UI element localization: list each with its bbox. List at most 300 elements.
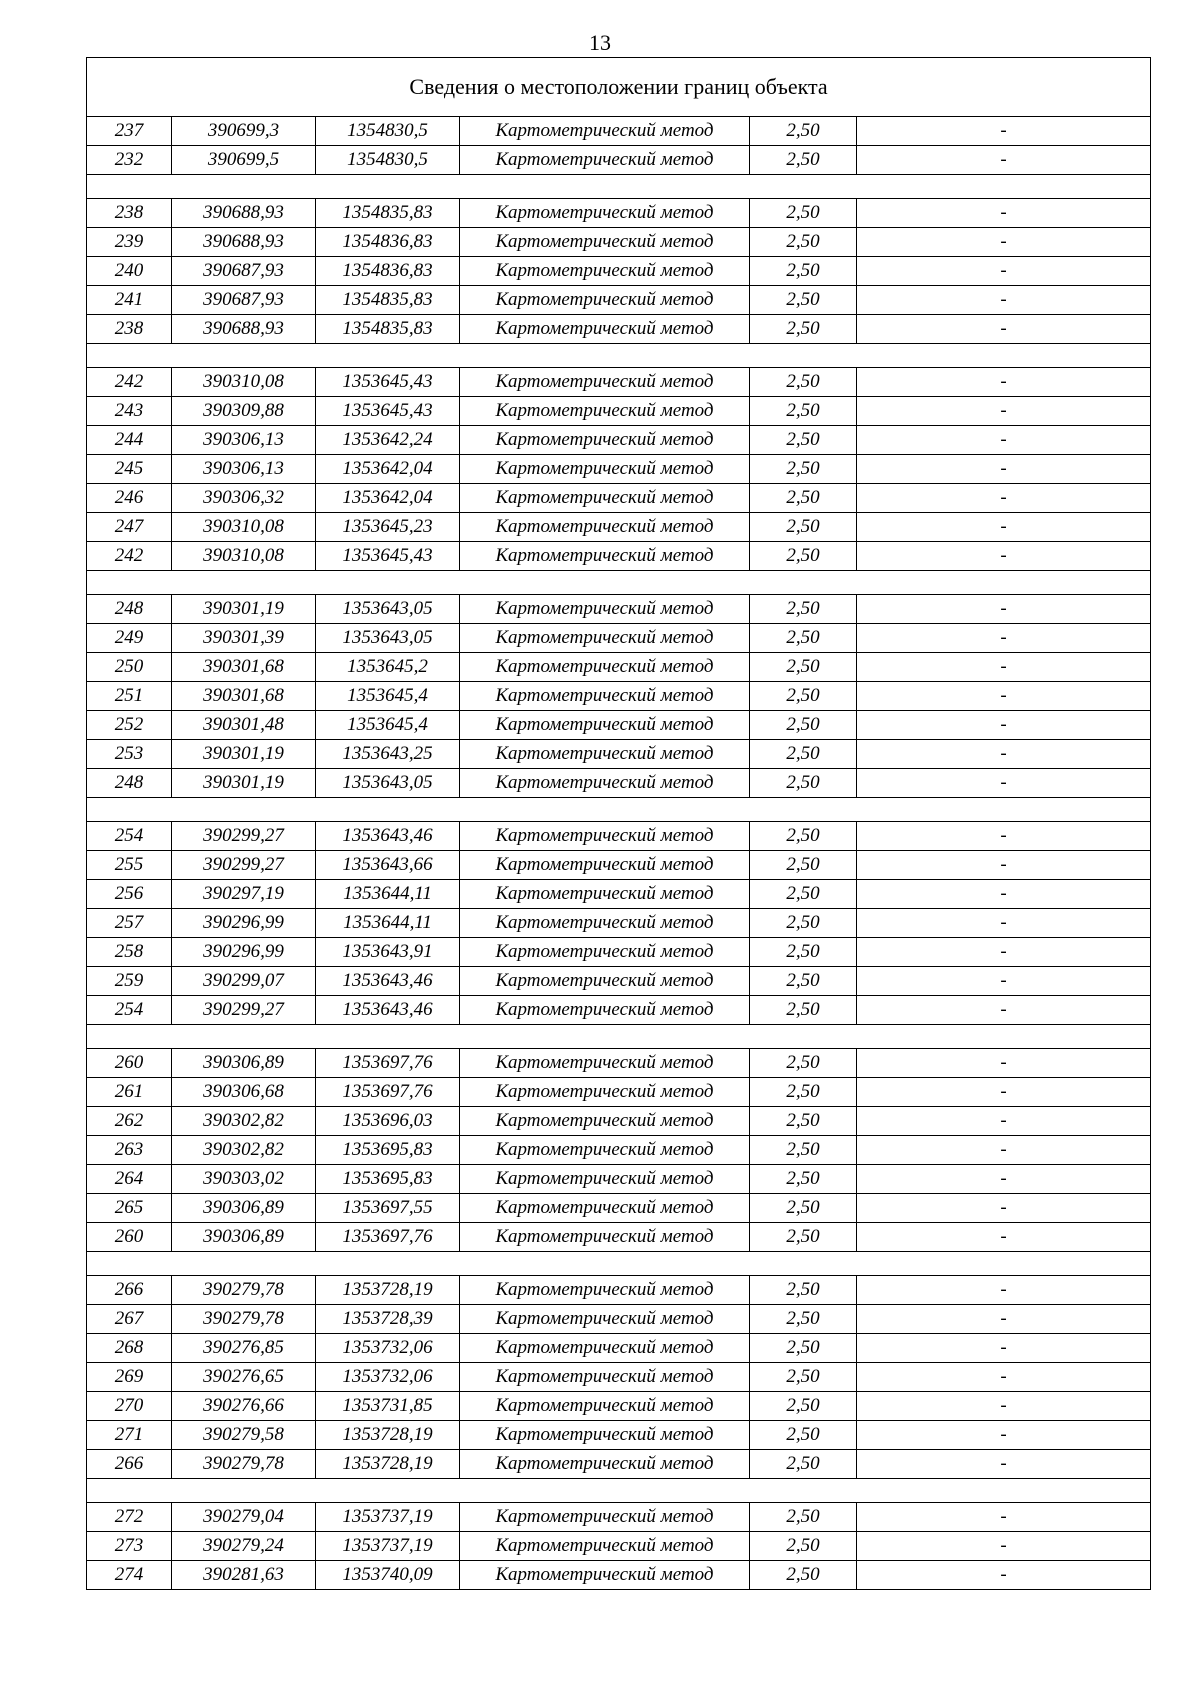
cell-description: - — [857, 315, 1151, 344]
cell-method: Картометрический метод — [460, 228, 750, 257]
cell-description: - — [857, 1165, 1151, 1194]
table-row — [87, 1392, 1151, 1421]
cell-coord-x: 390306,68 — [172, 1078, 316, 1107]
cell-coord-x: 390296,99 — [172, 909, 316, 938]
cell-coord-y: 1353645,4 — [316, 711, 460, 740]
cell-method: Картометрический метод — [460, 851, 750, 880]
cell-coord-x: 390301,48 — [172, 711, 316, 740]
table-row — [87, 1194, 1151, 1223]
table-row — [87, 1165, 1151, 1194]
cell-method: Картометрический метод — [460, 1107, 750, 1136]
table-row — [87, 909, 1151, 938]
table-row — [87, 455, 1151, 484]
cell-coord-x: 390302,82 — [172, 1136, 316, 1165]
cell-coord-y: 1353737,19 — [316, 1532, 460, 1561]
cell-method: Картометрический метод — [460, 880, 750, 909]
cell-method: Картометрический метод — [460, 426, 750, 455]
cell-description: - — [857, 769, 1151, 798]
cell-coord-x: 390299,27 — [172, 822, 316, 851]
cell-method: Картометрический метод — [460, 513, 750, 542]
cell-point-number: 237 — [87, 117, 172, 146]
cell-coord-x: 390699,5 — [172, 146, 316, 175]
cell-description: - — [857, 513, 1151, 542]
cell-point-number: 251 — [87, 682, 172, 711]
group-separator-cell — [87, 571, 1151, 595]
table-row — [87, 1532, 1151, 1561]
cell-method: Картометрический метод — [460, 368, 750, 397]
cell-point-number: 240 — [87, 257, 172, 286]
cell-coord-x: 390688,93 — [172, 315, 316, 344]
table-row — [87, 513, 1151, 542]
cell-description: - — [857, 653, 1151, 682]
cell-accuracy: 2,50 — [750, 1305, 857, 1334]
cell-description: - — [857, 426, 1151, 455]
table-row — [87, 711, 1151, 740]
table-row — [87, 146, 1151, 175]
cell-coord-x: 390276,65 — [172, 1363, 316, 1392]
table-row — [87, 1107, 1151, 1136]
cell-accuracy: 2,50 — [750, 1078, 857, 1107]
cell-point-number: 245 — [87, 455, 172, 484]
cell-coord-y: 1353645,43 — [316, 397, 460, 426]
cell-description: - — [857, 822, 1151, 851]
cell-coord-y: 1353695,83 — [316, 1165, 460, 1194]
cell-coord-x: 390306,13 — [172, 426, 316, 455]
table-row — [87, 1503, 1151, 1532]
cell-method: Картометрический метод — [460, 1421, 750, 1450]
cell-method: Картометрический метод — [460, 1136, 750, 1165]
table-row — [87, 1450, 1151, 1479]
table-title: Сведения о местоположении границ объекта — [87, 58, 1151, 117]
cell-coord-x: 390306,13 — [172, 455, 316, 484]
cell-point-number: 252 — [87, 711, 172, 740]
cell-point-number: 232 — [87, 146, 172, 175]
cell-coord-x: 390296,99 — [172, 938, 316, 967]
cell-method: Картометрический метод — [460, 1194, 750, 1223]
cell-coord-y: 1353645,43 — [316, 542, 460, 571]
cell-coord-x: 390281,63 — [172, 1561, 316, 1590]
cell-description: - — [857, 368, 1151, 397]
cell-coord-y: 1353696,03 — [316, 1107, 460, 1136]
cell-point-number: 269 — [87, 1363, 172, 1392]
cell-description: - — [857, 257, 1151, 286]
cell-accuracy: 2,50 — [750, 315, 857, 344]
cell-coord-y: 1354836,83 — [316, 228, 460, 257]
cell-description: - — [857, 1421, 1151, 1450]
cell-description: - — [857, 1561, 1151, 1590]
cell-method: Картометрический метод — [460, 146, 750, 175]
cell-description: - — [857, 117, 1151, 146]
table-row — [87, 595, 1151, 624]
table-row — [87, 368, 1151, 397]
cell-accuracy: 2,50 — [750, 1136, 857, 1165]
cell-point-number: 261 — [87, 1078, 172, 1107]
cell-coord-x: 390309,88 — [172, 397, 316, 426]
cell-accuracy: 2,50 — [750, 996, 857, 1025]
cell-description: - — [857, 146, 1151, 175]
cell-coord-x: 390279,78 — [172, 1305, 316, 1334]
cell-coord-y: 1353728,19 — [316, 1421, 460, 1450]
cell-method: Картометрический метод — [460, 1305, 750, 1334]
cell-coord-x: 390687,93 — [172, 286, 316, 315]
cell-point-number: 268 — [87, 1334, 172, 1363]
cell-coord-y: 1353728,19 — [316, 1450, 460, 1479]
cell-coord-x: 390297,19 — [172, 880, 316, 909]
cell-method: Картометрический метод — [460, 542, 750, 571]
cell-description: - — [857, 199, 1151, 228]
cell-point-number: 270 — [87, 1392, 172, 1421]
group-separator-row — [87, 1479, 1151, 1503]
cell-coord-y: 1353642,04 — [316, 455, 460, 484]
cell-method: Картометрический метод — [460, 769, 750, 798]
cell-point-number: 267 — [87, 1305, 172, 1334]
table-row — [87, 1276, 1151, 1305]
cell-coord-y: 1353644,11 — [316, 909, 460, 938]
cell-accuracy: 2,50 — [750, 513, 857, 542]
table-row — [87, 199, 1151, 228]
cell-point-number: 248 — [87, 769, 172, 798]
table-row — [87, 117, 1151, 146]
cell-method: Картометрический метод — [460, 1078, 750, 1107]
cell-coord-y: 1353643,05 — [316, 595, 460, 624]
cell-description: - — [857, 1276, 1151, 1305]
cell-point-number: 239 — [87, 228, 172, 257]
cell-method: Картометрический метод — [460, 711, 750, 740]
cell-coord-x: 390301,39 — [172, 624, 316, 653]
table-row — [87, 1561, 1151, 1590]
cell-description: - — [857, 1392, 1151, 1421]
table-row — [87, 1078, 1151, 1107]
cell-point-number: 259 — [87, 967, 172, 996]
cell-method: Картометрический метод — [460, 1503, 750, 1532]
cell-method: Картометрический метод — [460, 315, 750, 344]
cell-method: Картометрический метод — [460, 740, 750, 769]
group-separator-cell — [87, 1252, 1151, 1276]
boundary-table — [86, 57, 1151, 1590]
cell-coord-x: 390310,08 — [172, 542, 316, 571]
table-row — [87, 769, 1151, 798]
table-row — [87, 257, 1151, 286]
cell-coord-y: 1353643,05 — [316, 769, 460, 798]
cell-description: - — [857, 624, 1151, 653]
cell-method: Картометрический метод — [460, 595, 750, 624]
cell-description: - — [857, 1194, 1151, 1223]
cell-method: Картометрический метод — [460, 909, 750, 938]
cell-point-number: 248 — [87, 595, 172, 624]
cell-point-number: 242 — [87, 368, 172, 397]
group-separator-cell — [87, 1479, 1151, 1503]
group-separator-row — [87, 175, 1151, 199]
group-separator-row — [87, 1025, 1151, 1049]
cell-point-number: 271 — [87, 1421, 172, 1450]
cell-coord-y: 1354830,5 — [316, 146, 460, 175]
cell-accuracy: 2,50 — [750, 368, 857, 397]
table-row — [87, 682, 1151, 711]
cell-accuracy: 2,50 — [750, 1450, 857, 1479]
cell-accuracy: 2,50 — [750, 117, 857, 146]
cell-method: Картометрический метод — [460, 484, 750, 513]
cell-accuracy: 2,50 — [750, 542, 857, 571]
cell-point-number: 242 — [87, 542, 172, 571]
cell-accuracy: 2,50 — [750, 1421, 857, 1450]
cell-accuracy: 2,50 — [750, 1049, 857, 1078]
cell-description: - — [857, 1334, 1151, 1363]
cell-point-number: 238 — [87, 315, 172, 344]
cell-coord-y: 1353732,06 — [316, 1363, 460, 1392]
cell-point-number: 256 — [87, 880, 172, 909]
page-number: 13 — [589, 30, 611, 55]
group-separator-cell — [87, 344, 1151, 368]
cell-accuracy: 2,50 — [750, 397, 857, 426]
cell-coord-y: 1353645,4 — [316, 682, 460, 711]
cell-description: - — [857, 1223, 1151, 1252]
cell-coord-x: 390279,58 — [172, 1421, 316, 1450]
cell-point-number: 255 — [87, 851, 172, 880]
cell-point-number: 264 — [87, 1165, 172, 1194]
cell-description: - — [857, 228, 1151, 257]
cell-point-number: 257 — [87, 909, 172, 938]
cell-accuracy: 2,50 — [750, 257, 857, 286]
cell-description: - — [857, 851, 1151, 880]
cell-accuracy: 2,50 — [750, 484, 857, 513]
table-row — [87, 653, 1151, 682]
cell-description: - — [857, 909, 1151, 938]
cell-accuracy: 2,50 — [750, 1532, 857, 1561]
group-separator-cell — [87, 798, 1151, 822]
cell-description: - — [857, 484, 1151, 513]
cell-coord-x: 390301,19 — [172, 595, 316, 624]
table-row — [87, 1049, 1151, 1078]
table-row — [87, 880, 1151, 909]
cell-description: - — [857, 740, 1151, 769]
cell-coord-x: 390310,08 — [172, 513, 316, 542]
cell-accuracy: 2,50 — [750, 1561, 857, 1590]
table-row — [87, 938, 1151, 967]
cell-accuracy: 2,50 — [750, 682, 857, 711]
cell-coord-x: 390306,32 — [172, 484, 316, 513]
cell-accuracy: 2,50 — [750, 1334, 857, 1363]
cell-coord-y: 1354836,83 — [316, 257, 460, 286]
cell-accuracy: 2,50 — [750, 711, 857, 740]
boundary-table-body — [87, 58, 1151, 1590]
cell-coord-y: 1353697,76 — [316, 1078, 460, 1107]
group-separator-cell — [87, 175, 1151, 199]
cell-point-number: 253 — [87, 740, 172, 769]
table-row — [87, 1305, 1151, 1334]
cell-description: - — [857, 1136, 1151, 1165]
cell-coord-x: 390301,68 — [172, 653, 316, 682]
cell-point-number: 272 — [87, 1503, 172, 1532]
cell-accuracy: 2,50 — [750, 1223, 857, 1252]
cell-coord-y: 1353697,55 — [316, 1194, 460, 1223]
cell-method: Картометрический метод — [460, 682, 750, 711]
cell-method: Картометрический метод — [460, 199, 750, 228]
cell-coord-y: 1354835,83 — [316, 315, 460, 344]
cell-coord-x: 390310,08 — [172, 368, 316, 397]
cell-coord-y: 1353644,11 — [316, 880, 460, 909]
cell-accuracy: 2,50 — [750, 595, 857, 624]
cell-coord-y: 1353643,46 — [316, 996, 460, 1025]
cell-coord-y: 1353732,06 — [316, 1334, 460, 1363]
cell-coord-x: 390303,02 — [172, 1165, 316, 1194]
cell-point-number: 262 — [87, 1107, 172, 1136]
cell-coord-y: 1354835,83 — [316, 199, 460, 228]
cell-accuracy: 2,50 — [750, 1276, 857, 1305]
cell-description: - — [857, 682, 1151, 711]
cell-coord-y: 1353728,39 — [316, 1305, 460, 1334]
cell-point-number: 241 — [87, 286, 172, 315]
cell-point-number: 250 — [87, 653, 172, 682]
table-row — [87, 1421, 1151, 1450]
cell-coord-y: 1353695,83 — [316, 1136, 460, 1165]
cell-coord-y: 1353731,85 — [316, 1392, 460, 1421]
cell-description: - — [857, 1503, 1151, 1532]
cell-coord-x: 390276,66 — [172, 1392, 316, 1421]
table-title-row — [87, 58, 1151, 117]
cell-description: - — [857, 1363, 1151, 1392]
cell-description: - — [857, 880, 1151, 909]
cell-point-number: 263 — [87, 1136, 172, 1165]
group-separator-row — [87, 798, 1151, 822]
cell-coord-x: 390279,78 — [172, 1276, 316, 1305]
cell-coord-y: 1353643,66 — [316, 851, 460, 880]
cell-coord-x: 390306,89 — [172, 1049, 316, 1078]
cell-accuracy: 2,50 — [750, 880, 857, 909]
cell-description: - — [857, 1049, 1151, 1078]
cell-coord-y: 1353643,91 — [316, 938, 460, 967]
cell-coord-y: 1353642,04 — [316, 484, 460, 513]
cell-point-number: 244 — [87, 426, 172, 455]
table-row — [87, 315, 1151, 344]
cell-coord-x: 390687,93 — [172, 257, 316, 286]
cell-coord-x: 390688,93 — [172, 199, 316, 228]
cell-description: - — [857, 595, 1151, 624]
cell-coord-y: 1353737,19 — [316, 1503, 460, 1532]
cell-accuracy: 2,50 — [750, 199, 857, 228]
cell-coord-y: 1353643,46 — [316, 967, 460, 996]
table-row — [87, 996, 1151, 1025]
cell-accuracy: 2,50 — [750, 1165, 857, 1194]
cell-coord-x: 390302,82 — [172, 1107, 316, 1136]
cell-point-number: 266 — [87, 1450, 172, 1479]
cell-point-number: 246 — [87, 484, 172, 513]
table-row — [87, 484, 1151, 513]
table-row — [87, 1136, 1151, 1165]
group-separator-row — [87, 571, 1151, 595]
cell-method: Картометрический метод — [460, 117, 750, 146]
cell-coord-y: 1354835,83 — [316, 286, 460, 315]
cell-coord-x: 390299,07 — [172, 967, 316, 996]
cell-coord-y: 1353728,19 — [316, 1276, 460, 1305]
cell-description: - — [857, 711, 1151, 740]
cell-description: - — [857, 455, 1151, 484]
cell-point-number: 273 — [87, 1532, 172, 1561]
cell-coord-x: 390279,24 — [172, 1532, 316, 1561]
cell-accuracy: 2,50 — [750, 1392, 857, 1421]
cell-accuracy: 2,50 — [750, 286, 857, 315]
group-separator-row — [87, 1252, 1151, 1276]
cell-accuracy: 2,50 — [750, 228, 857, 257]
table-row — [87, 624, 1151, 653]
cell-accuracy: 2,50 — [750, 822, 857, 851]
cell-method: Картометрический метод — [460, 996, 750, 1025]
cell-point-number: 238 — [87, 199, 172, 228]
cell-coord-y: 1354830,5 — [316, 117, 460, 146]
cell-coord-x: 390299,27 — [172, 996, 316, 1025]
cell-accuracy: 2,50 — [750, 653, 857, 682]
cell-accuracy: 2,50 — [750, 909, 857, 938]
table-row — [87, 397, 1151, 426]
cell-accuracy: 2,50 — [750, 938, 857, 967]
cell-description: - — [857, 967, 1151, 996]
cell-method: Картометрический метод — [460, 1049, 750, 1078]
cell-coord-y: 1353697,76 — [316, 1223, 460, 1252]
cell-accuracy: 2,50 — [750, 769, 857, 798]
cell-accuracy: 2,50 — [750, 455, 857, 484]
cell-method: Картометрический метод — [460, 1561, 750, 1590]
cell-point-number: 258 — [87, 938, 172, 967]
cell-coord-y: 1353645,23 — [316, 513, 460, 542]
cell-method: Картометрический метод — [460, 257, 750, 286]
cell-method: Картометрический метод — [460, 397, 750, 426]
table-row — [87, 426, 1151, 455]
table-row — [87, 967, 1151, 996]
cell-method: Картометрический метод — [460, 455, 750, 484]
cell-description: - — [857, 1078, 1151, 1107]
cell-method: Картометрический метод — [460, 938, 750, 967]
table-row — [87, 542, 1151, 571]
cell-method: Картометрический метод — [460, 1334, 750, 1363]
cell-accuracy: 2,50 — [750, 1107, 857, 1136]
cell-method: Картометрический метод — [460, 653, 750, 682]
cell-point-number: 254 — [87, 996, 172, 1025]
cell-coord-y: 1353642,24 — [316, 426, 460, 455]
cell-coord-x: 390279,04 — [172, 1503, 316, 1532]
cell-coord-x: 390276,85 — [172, 1334, 316, 1363]
cell-accuracy: 2,50 — [750, 1503, 857, 1532]
cell-description: - — [857, 996, 1151, 1025]
group-separator-row — [87, 344, 1151, 368]
table-row — [87, 1334, 1151, 1363]
cell-accuracy: 2,50 — [750, 1363, 857, 1392]
cell-coord-x: 390299,27 — [172, 851, 316, 880]
cell-coord-y: 1353645,2 — [316, 653, 460, 682]
cell-coord-x: 390306,89 — [172, 1223, 316, 1252]
table-row — [87, 851, 1151, 880]
table-row — [87, 228, 1151, 257]
cell-accuracy: 2,50 — [750, 426, 857, 455]
cell-method: Картометрический метод — [460, 1392, 750, 1421]
cell-method: Картометрический метод — [460, 1165, 750, 1194]
cell-method: Картометрический метод — [460, 1450, 750, 1479]
cell-method: Картометрический метод — [460, 1223, 750, 1252]
cell-point-number: 254 — [87, 822, 172, 851]
table-row — [87, 1223, 1151, 1252]
cell-accuracy: 2,50 — [750, 624, 857, 653]
cell-method: Картометрический метод — [460, 967, 750, 996]
cell-description: - — [857, 542, 1151, 571]
cell-accuracy: 2,50 — [750, 146, 857, 175]
table-row — [87, 286, 1151, 315]
cell-point-number: 265 — [87, 1194, 172, 1223]
cell-method: Картометрический метод — [460, 1532, 750, 1561]
cell-coord-y: 1353643,05 — [316, 624, 460, 653]
cell-coord-x: 390688,93 — [172, 228, 316, 257]
cell-accuracy: 2,50 — [750, 1194, 857, 1223]
table-row — [87, 822, 1151, 851]
cell-coord-x: 390699,3 — [172, 117, 316, 146]
cell-point-number: 247 — [87, 513, 172, 542]
